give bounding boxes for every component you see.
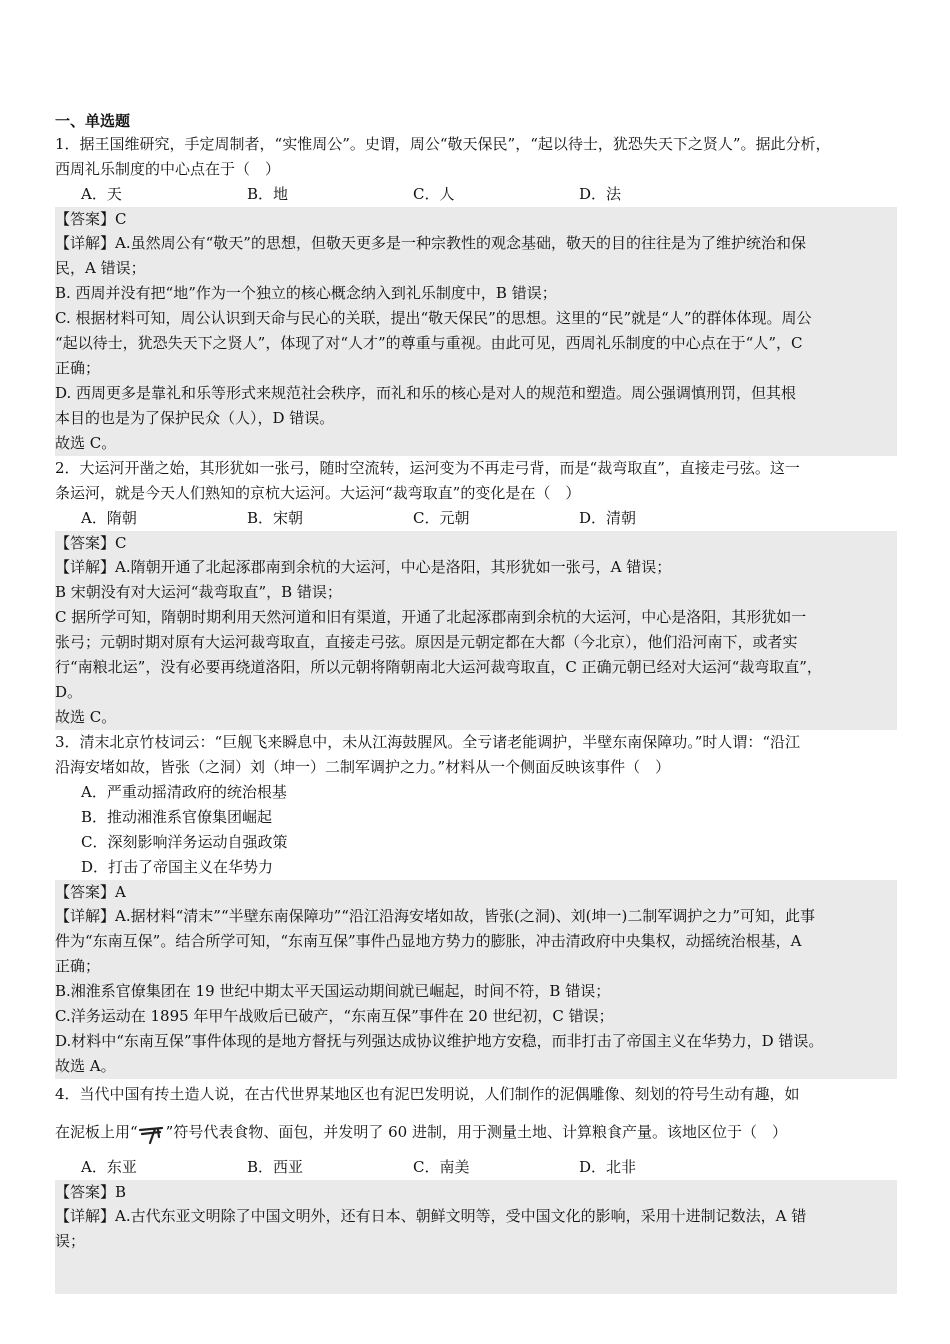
explanation-line: 【详解】A.隋朝开通了北起涿郡南到余杭的大运河，中心是洛阳，其形犹如一张弓，A 错误； bbox=[55, 558, 672, 576]
question-2 bbox=[55, 456, 897, 730]
explanation-line: 故选 A。 bbox=[55, 1057, 116, 1075]
answer-block bbox=[55, 1180, 897, 1294]
option-c: C．元朝 bbox=[413, 509, 470, 527]
stem-text-before: 在泥板上用“ bbox=[55, 1123, 138, 1141]
question-stem-line: 条运河，就是今天人们熟知的京杭大运河。大运河“裁弯取直”的变化是在（ ） bbox=[55, 484, 581, 502]
explanation-line: 民，A 错误； bbox=[55, 259, 146, 277]
explanation-line: 行“南粮北运”，没有必要再绕道洛阳，所以元朝将隋朝南北大运河裁弯取直，C 正确元朝已经对大运河“裁弯取直”， bbox=[55, 658, 822, 676]
question-3 bbox=[55, 730, 897, 1079]
answer-block bbox=[55, 880, 897, 1079]
option-d: D．法 bbox=[579, 185, 622, 203]
explanation-line: 【详解】A.虽然周公有“敬天”的思想，但敬天更多是一种宗教性的观念基础，敬天的目的往往是为了维护统治和保 bbox=[55, 234, 806, 252]
explanation-line: C. 根据材料可知，周公认识到天命与民心的关联，提出“敬天保民”的思想。这里的“民”就是“人”的群体体现。周公 bbox=[55, 309, 812, 327]
option-c: C．南美 bbox=[413, 1158, 470, 1176]
explanation-line: B.湘淮系官僚集团在 19 世纪中期太平天国运动期间就已崛起，时间不符，B 错误； bbox=[55, 982, 611, 1000]
explanation-line: 【详解】A.古代东亚文明除了中国文明外，还有日本、朝鲜文明等，受中国文化的影响，采用十进制记数法，A 错 bbox=[55, 1207, 807, 1225]
explanation-line: 正确； bbox=[55, 957, 101, 975]
answer-line: 【答案】B bbox=[55, 1183, 127, 1201]
question-stem-line bbox=[55, 1115, 897, 1149]
question-stem-line: 4．当代中国有抟土造人说，在古代世界某地区也有泥巴发明说，人们制作的泥偶雕像、刻划的符号生动有趣，如 bbox=[55, 1085, 800, 1103]
option-a: A．东亚 bbox=[81, 1158, 137, 1176]
answer-line: 【答案】C bbox=[55, 534, 127, 552]
explanation-line: C 据所学可知，隋朝时期利用天然河道和旧有渠道，开通了北起涿郡南到余杭的大运河，中心是洛阳，其形犹如一 bbox=[55, 608, 807, 626]
question-stem-line: 沿海安堵如故，皆张（之洞）刘（坤一）二制军调护之力。”材料从一个侧面反映该事件（ ） bbox=[55, 758, 671, 776]
question-4 bbox=[55, 1079, 897, 1294]
explanation-line: 件为“东南互保”。结合所学可知，“东南互保”事件凸显地方势力的膨胀，冲击清政府中央集权，动摇统治根基，A bbox=[55, 932, 802, 950]
option-c: C．深刻影响洋务运动自强政策 bbox=[81, 833, 288, 851]
explanation-line: 张弓；元朝时期对原有大运河裁弯取直，直接走弓弦。原因是元朝定都在大都（今北京），他们沿河南下，或者实 bbox=[55, 633, 798, 651]
section-title: 一、单选题 bbox=[55, 112, 131, 130]
option-d: D．打击了帝国主义在华势力 bbox=[81, 858, 274, 876]
question-stem-line: 西周礼乐制度的中心点在于（ ） bbox=[55, 160, 281, 178]
explanation-line: D.材料中“东南互保”事件体现的是地方督抚与列强达成协议维护地方安稳，而非打击了帝国主义在华势力，D 错误。 bbox=[55, 1032, 824, 1050]
explanation-line: B 宋朝没有对大运河“裁弯取直”，B 错误； bbox=[55, 583, 342, 601]
answer-line: 【答案】A bbox=[55, 883, 126, 901]
option-a: A．严重动摇清政府的统治根基 bbox=[81, 783, 287, 801]
question-stem-line: 3．清末北京竹枝词云：“巨舰飞来瞬息中，未从江海鼓腥风。全亏诸老能调护，半壁东南保障功。”时人谓：“沿江 bbox=[55, 733, 801, 751]
option-b: B．宋朝 bbox=[247, 509, 304, 527]
explanation-line: 故选 C。 bbox=[55, 708, 117, 726]
option-a: A．隋朝 bbox=[81, 509, 137, 527]
option-c: C．人 bbox=[413, 185, 455, 203]
explanation-line: 【详解】A.据材料“清末”“半壁东南保障功”“沿江沿海安堵如故，皆张(之洞)、刘(坤一)二制军调护之力”可知，此事 bbox=[55, 907, 816, 925]
explanation-line: 误； bbox=[55, 1232, 86, 1250]
explanation-line: D. 西周更多是靠礼和乐等形式来规范社会秩序，而礼和乐的核心是对人的规范和塑造。周公强调慎刑罚，但其根 bbox=[55, 384, 797, 402]
explanation-line: 正确； bbox=[55, 359, 101, 377]
options-row bbox=[55, 1155, 897, 1180]
explanation-line: D。 bbox=[55, 683, 83, 701]
options-row bbox=[55, 182, 897, 207]
question-stem-line: 2．大运河开凿之始，其形犹如一张弓，随时空流转，运河变为不再走弓背，而是“裁弯取直”，直接走弓弦。这一 bbox=[55, 459, 800, 477]
stem-text-after: ”符号代表食物、面包，并发明了 60 进制，用于测量土地、计算粮食产量。该地区位于（ ） bbox=[165, 1123, 787, 1141]
explanation-line: 故选 C。 bbox=[55, 434, 117, 452]
cuneiform-symbol-icon bbox=[138, 1123, 166, 1143]
explanation-line: “起以待士，犹恐失天下之贤人”，体现了对“人才”的尊重与重视。由此可见，西周礼乐制度的中心点在于“人”，C bbox=[55, 334, 803, 352]
document-page bbox=[55, 108, 897, 1294]
option-a: A．天 bbox=[81, 185, 122, 203]
answer-block bbox=[55, 207, 897, 456]
option-b: B．西亚 bbox=[247, 1158, 304, 1176]
options-row bbox=[55, 506, 897, 531]
answer-block-spacer bbox=[55, 1254, 897, 1294]
question-stem-line: 1．据王国维研究，手定周制者，“实惟周公”。史谓，周公“敬天保民”，“起以待士，犹恐失天下之贤人”。据此分析， bbox=[55, 135, 831, 153]
explanation-line: B. 西周并没有把“地”作为一个独立的核心概念纳入到礼乐制度中，B 错误； bbox=[55, 284, 557, 302]
explanation-line: 本目的也是为了保护民众（人），D 错误。 bbox=[55, 409, 335, 427]
option-d: D．清朝 bbox=[579, 509, 637, 527]
option-b: B．推动湘淮系官僚集团崛起 bbox=[81, 808, 273, 826]
explanation-line: C.洋务运动在 1895 年甲午战败后已破产，“东南互保”事件在 20 世纪初，C 错误； bbox=[55, 1007, 614, 1025]
answer-line: 【答案】C bbox=[55, 210, 127, 228]
question-1 bbox=[55, 132, 897, 456]
answer-block bbox=[55, 531, 897, 730]
option-b: B．地 bbox=[247, 185, 289, 203]
option-d: D．北非 bbox=[579, 1158, 637, 1176]
